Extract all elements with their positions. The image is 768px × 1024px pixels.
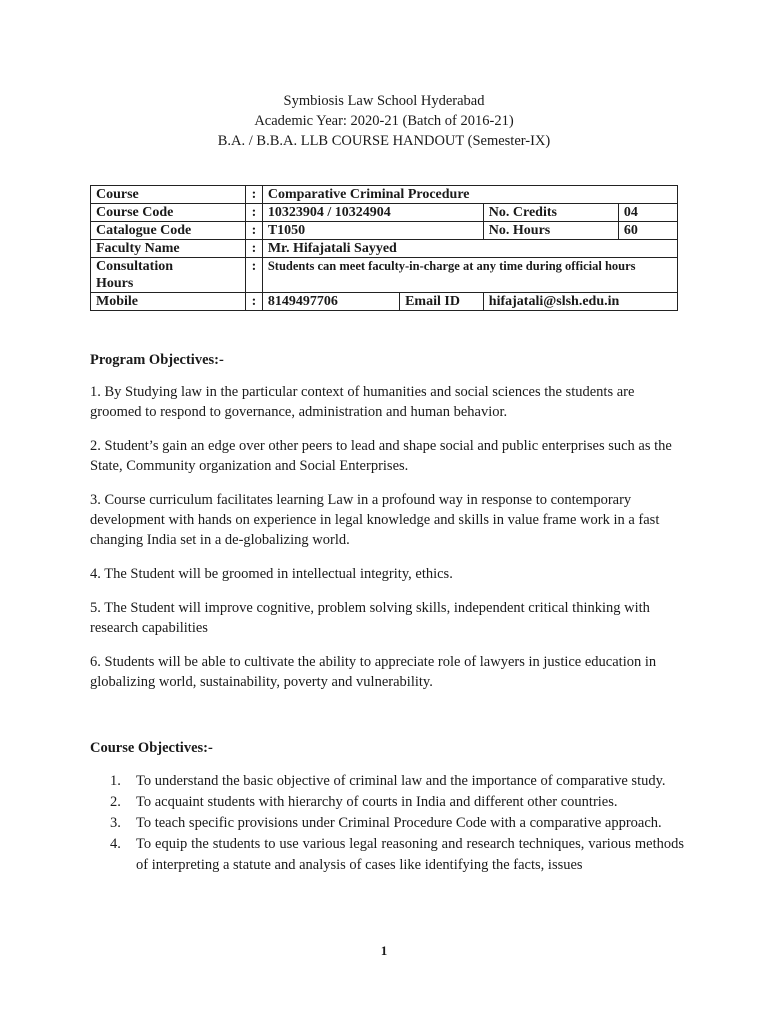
program-objective-item: 4. The Student will be groomed in intellectual integrity, ethics.	[90, 566, 453, 582]
list-item-text: To equip the students to use various legal reasoning and research techniques, various methods of interpreting a statute and analysis of cases like identifying the facts, issues	[136, 836, 684, 873]
colon: :	[246, 258, 263, 293]
program-objective-item: 3. Course curriculum facilitates learning Law in a profound way in response to contemporary development with hands on experience in legal knowledge and skills in value frame work in a fast changing India set in a de-globalizing world.	[90, 492, 660, 548]
course-row	[91, 186, 678, 204]
colon: :	[246, 222, 263, 240]
catalogue-code-row	[91, 222, 678, 240]
faculty-label: Faculty Name	[91, 240, 246, 258]
list-item	[110, 792, 684, 813]
course-code-value: 10323904 / 10324904	[262, 204, 483, 222]
mobile-label: Mobile	[91, 293, 246, 311]
academic-year: Academic Year: 2020-21 (Batch of 2016-21)	[254, 113, 514, 129]
email-label: Email ID	[400, 293, 484, 311]
colon: :	[246, 293, 263, 311]
program-objective-item: 6. Students will be able to cultivate the ability to appreciate role of lawyers in justice education in globalizing world, sustainability, poverty and vulnerability.	[90, 654, 657, 690]
consultation-row	[91, 258, 678, 293]
list-item	[110, 813, 684, 834]
faculty-row	[91, 240, 678, 258]
document-header	[0, 91, 768, 151]
course-code-label: Course Code	[91, 204, 246, 222]
list-item-text: To acquaint students with hierarchy of courts in India and different other countries.	[136, 794, 618, 810]
consultation-label-line1: Consultation	[96, 259, 174, 274]
list-item-number: 1.	[110, 773, 121, 789]
page-number: 1	[380, 943, 388, 958]
course-value: Comparative Criminal Procedure	[262, 186, 677, 204]
list-item-text: To teach specific provisions under Criminal Procedure Code with a comparative approach.	[136, 815, 662, 831]
school-name: Symbiosis Law School Hyderabad	[283, 93, 485, 109]
course-label: Course	[91, 186, 246, 204]
list-item	[110, 771, 684, 792]
course-objectives-section	[90, 738, 680, 758]
program-objective-item: 2. Student’s gain an edge over other peers to lead and shape social and public enterprises such as the State, Community organization and Social Enterprises.	[90, 438, 672, 474]
colon: :	[246, 204, 263, 222]
credits-value: 04	[618, 204, 677, 222]
colon: :	[246, 240, 263, 258]
colon: :	[246, 186, 263, 204]
catalogue-code-value: T1050	[262, 222, 483, 240]
course-code-row	[91, 204, 678, 222]
mobile-row	[91, 293, 678, 311]
list-item-number: 2.	[110, 794, 121, 810]
program-objectives-section	[90, 350, 680, 706]
course-info-table	[90, 185, 678, 311]
program-objective-item: 5. The Student will improve cognitive, problem solving skills, independent critical thinking with research capabilities	[90, 600, 650, 636]
faculty-value: Mr. Hifajatali Sayyed	[262, 240, 677, 258]
consultation-label-line2: Hours	[96, 276, 134, 291]
consultation-value: Students can meet faculty-in-charge at any time during official hours	[262, 258, 677, 293]
consultation-label	[91, 258, 246, 293]
credits-label: No. Credits	[483, 204, 618, 222]
email-value: hifajatali@slsh.edu.in	[483, 293, 677, 311]
list-item	[110, 834, 684, 876]
course-objectives-list	[110, 771, 684, 876]
program-objectives-title: Program Objectives:-	[90, 352, 224, 368]
list-item-number: 3.	[110, 815, 121, 831]
list-item-text: To understand the basic objective of criminal law and the importance of comparative study.	[136, 773, 666, 789]
hours-value: 60	[618, 222, 677, 240]
program-objective-item: 1. By Studying law in the particular context of humanities and social sciences the students are groomed to respond to governance, administration and human behavior.	[90, 384, 635, 420]
hours-label: No. Hours	[483, 222, 618, 240]
handout-title: B.A. / B.B.A. LLB COURSE HANDOUT (Semester-IX)	[217, 133, 551, 149]
list-item-number: 4.	[110, 836, 121, 852]
course-objectives-title: Course Objectives:-	[90, 740, 213, 756]
mobile-value: 8149497706	[262, 293, 399, 311]
catalogue-code-label: Catalogue Code	[91, 222, 246, 240]
